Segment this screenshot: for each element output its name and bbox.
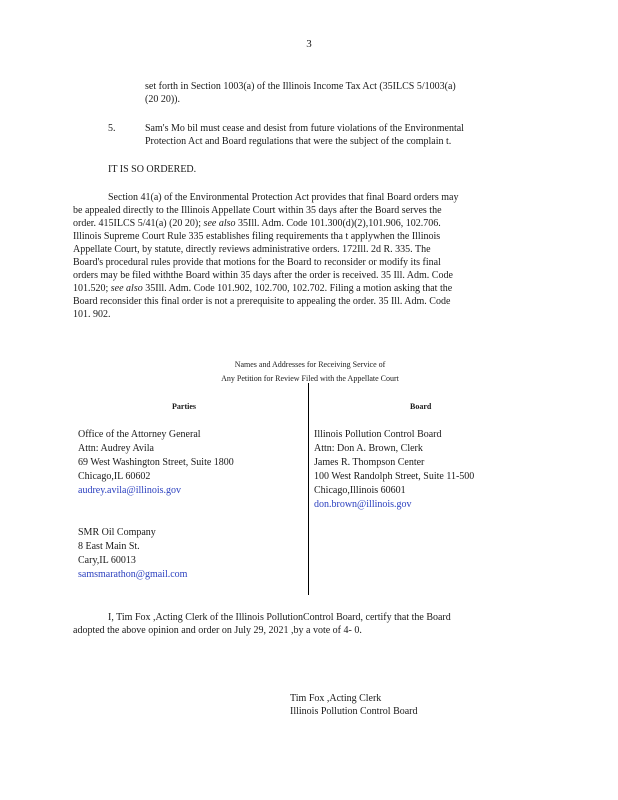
item5-line1: Sam's Mo bil must cease and desist from future violations of the Environmental	[145, 123, 464, 134]
parties-header: Parties	[172, 402, 196, 411]
appeal-line9: Board reconsider this final order is not a prerequisite to appealing the order. 35 Ill. Adm. Code	[73, 296, 451, 307]
board-line5: Chicago,Illinois 60601	[314, 485, 406, 496]
board-email-link[interactable]: don.brown@illinois.gov	[314, 499, 412, 510]
item5-line2: Protection Act and Board regulations that were the subject of the complain t.	[145, 136, 452, 147]
ordered-statement: IT IS SO ORDERED.	[108, 164, 197, 175]
appeal-line8	[73, 282, 529, 295]
party1-line4: Chicago,IL 60602	[78, 471, 151, 482]
service-title-line1: Names and Addresses for Receiving Service of	[234, 360, 386, 369]
appeal-line3	[73, 217, 529, 230]
appeal-line5: Appellate Court, by statute, directly reviews administrative orders. 172Ill. 2d R. 335. The	[73, 244, 431, 255]
signature-block	[290, 692, 418, 718]
certify-line1: I, Tim Fox ,Acting Clerk of the Illinois PollutionControl Board, certify that the Board	[108, 612, 451, 623]
appeal-line10: 101. 902.	[73, 309, 111, 320]
party2-line3: Cary,IL 60013	[78, 555, 136, 566]
appeal-paragraph	[73, 191, 529, 321]
service-title-line2: Any Petition for Review Filed with the Appellate Court	[221, 374, 399, 383]
item4-line2: (20 20)).	[145, 94, 180, 105]
party1-email-link[interactable]: audrey.avila@illinois.gov	[78, 485, 181, 496]
board-line4: 100 West Randolph Street, Suite 11-500	[314, 471, 475, 482]
appeal-line8-b: 35Ill. Adm. Code 101.902, 102.700, 102.702. Filing a motion asking that the	[145, 283, 453, 294]
appeal-line1: Section 41(a) of the Environmental Protection Act provides that final Board orders may	[108, 192, 459, 203]
table-divider	[308, 383, 309, 595]
signature-line1: Tim Fox ,Acting Clerk	[290, 693, 382, 704]
certification-paragraph	[73, 611, 511, 637]
appeal-line8-a: 101.520;	[73, 283, 109, 294]
party-smr-oil	[78, 526, 187, 582]
board-line1: Illinois Pollution Control Board	[314, 429, 442, 440]
party1-line2: Attn: Audrey Avila	[78, 443, 154, 454]
item4-text	[145, 80, 513, 106]
party2-line2: 8 East Main St.	[78, 541, 140, 552]
party2-email-link[interactable]: samsmarathon@gmail.com	[78, 569, 188, 580]
item5-text	[145, 122, 513, 148]
board-address	[314, 428, 474, 512]
appeal-line3-a: order. 415ILCS 5/41(a) (20 20);	[73, 218, 202, 229]
party1-line1: Office of the Attorney General	[78, 429, 201, 440]
appeal-line2: be appealed directly to the Illinois Appellate Court within 35 days after the Board serves the	[73, 205, 442, 216]
party1-line3: 69 West Washington Street, Suite 1800	[78, 457, 234, 468]
board-header: Board	[410, 402, 432, 411]
item4-line1: set forth in Section 1003(a) of the Illinois Income Tax Act (35ILCS 5/1003(a)	[145, 81, 456, 92]
appeal-line3-b: 35Ill. Adm. Code 101.300(d)(2),101.906, 102.706.	[238, 218, 441, 229]
party-attorney-general	[78, 428, 234, 498]
page-number: 3	[306, 38, 312, 50]
appeal-line6: Board's procedural rules provide that motions for the Board to reconsider or modify its final	[73, 257, 441, 268]
board-line3: James R. Thompson Center	[314, 457, 425, 468]
board-line2: Attn: Don A. Brown, Clerk	[314, 443, 423, 454]
service-table-title	[150, 358, 470, 386]
appeal-line8-see: see also	[110, 283, 143, 294]
appeal-line4: Illinois Supreme Court Rule 335 establishes filing requirements tha t applywhen the Illinois	[73, 231, 441, 242]
party2-line1: SMR Oil Company	[78, 527, 156, 538]
signature-line2: Illinois Pollution Control Board	[290, 706, 418, 717]
appeal-line3-see: see also	[203, 218, 236, 229]
appeal-line7: orders may be filed withthe Board within 35 days after the order is received. 35 Ill. Adm. Code	[73, 270, 453, 281]
certify-line2: adopted the above opinion and order on July 29, 2021 ,by a vote of 4- 0.	[73, 625, 362, 636]
item5-number: 5.	[108, 123, 116, 134]
